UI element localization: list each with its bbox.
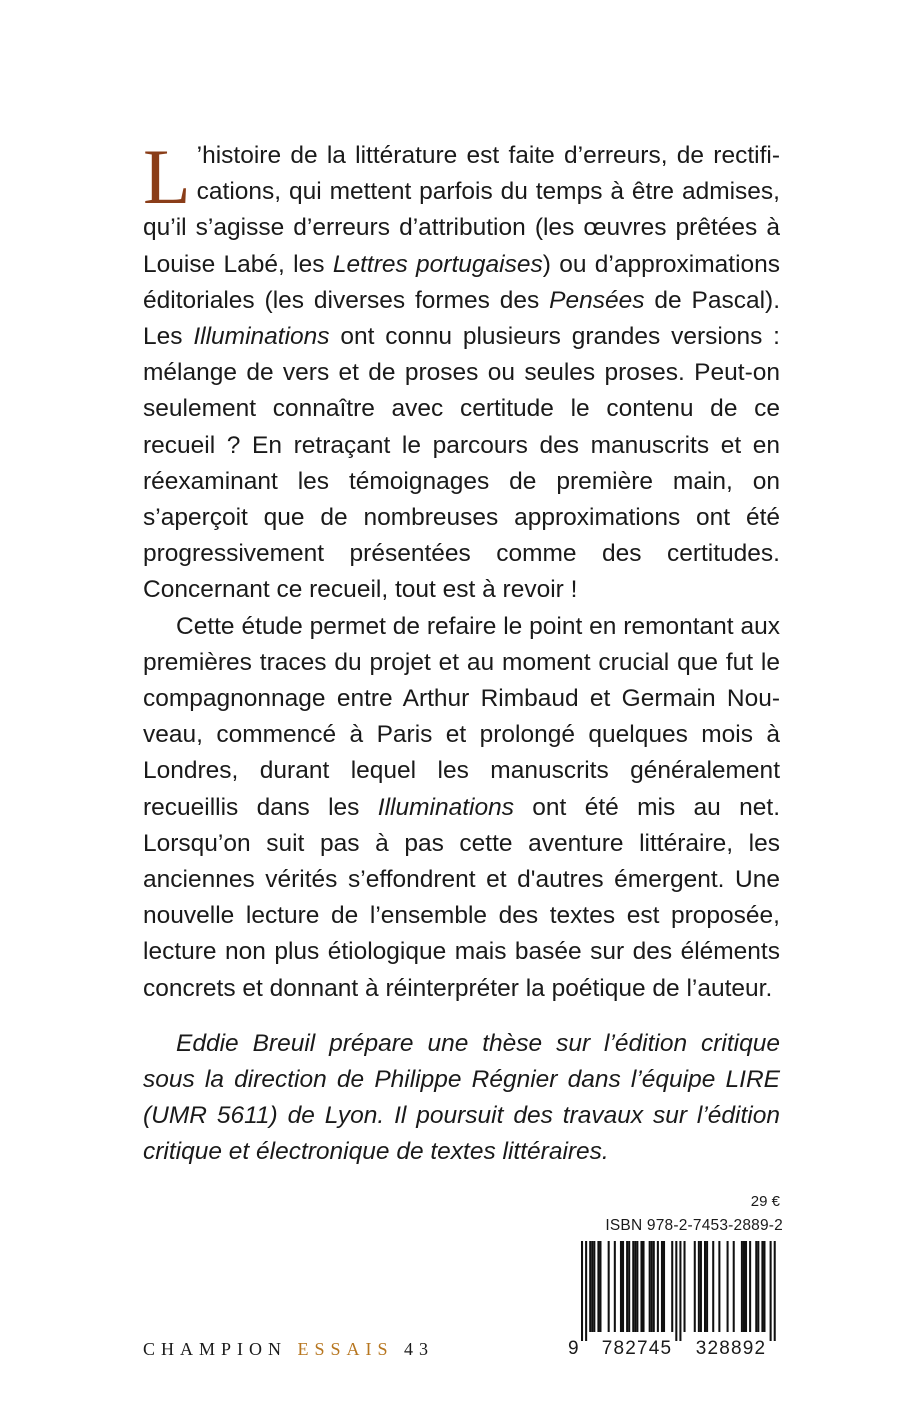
barcode-bar [608,1241,610,1332]
barcode-bar [591,1241,593,1332]
back-cover-summary [143,133,781,1007]
text-run: ) ou d’approximations éditoriales (les diverses formes des [143,250,781,314]
barcode-bar [745,1241,747,1332]
barcode-bar [628,1241,630,1332]
barcode-bar [671,1241,673,1332]
barcode-bar [663,1241,665,1332]
barcode-bar [743,1241,745,1332]
series-imprint [143,1339,434,1360]
barcode-right-group: 328892 [695,1338,767,1359]
text-run: ont connu plusieurs grandes versions : mélange de vers et de proses ou seules proses. Peut-on seulement connaître avec certitude le contenu de ce recueil ? En retraçant le parcours des manuscrits et en réexaminant les témoignages de première main, on s’aperçoit que de nombreuses approximations ont été progressivement présentées comme des certitudes. Concernant ce recueil, tout est à revoir ! [143,323,780,604]
barcode-bar [632,1241,634,1332]
barcode-bar [694,1241,696,1332]
barcode-bar [741,1241,743,1332]
barcode-bar [653,1241,655,1332]
barcode-bar [698,1241,700,1332]
series-number: 43 [404,1339,435,1359]
barcode-bar [634,1241,636,1332]
barcode-bar [718,1241,720,1332]
isbn-label: ISBN 978-2-7453-2889-2 [605,1217,783,1234]
barcode-bar [757,1241,759,1332]
barcode-bar [733,1241,735,1332]
italic-title: Pensées [549,286,645,314]
price: 29 € [750,1193,780,1210]
italic-title: Lettres portugaises [332,250,543,278]
barcode-bar [651,1241,653,1332]
barcode-bar [626,1241,628,1332]
barcode-bar [585,1241,587,1341]
barcode-bar [727,1241,729,1332]
barcode-bar [679,1241,681,1341]
barcode-bar [763,1241,765,1332]
barcode-bar [712,1241,714,1332]
drop-cap: L [143,133,191,220]
publisher-name: CHAMPION [143,1339,288,1359]
barcode-left-group: 782745 [601,1338,673,1359]
barcode-bar [649,1241,651,1332]
text-run: Cette étude permet de refaire le point en remontant aux premières traces du projet et au moment crucial que fut le compagnonnage entre Arthur Rimbaud et Germain Nouveau, commencé à Paris et prolongé quelques mois à Londres, durant lequel les manuscrits généralement recueillis dans les [143,612,780,821]
barcode-bar [599,1241,601,1332]
barcode-bar [704,1241,706,1332]
barcode-bar [589,1241,591,1332]
barcode-bar [761,1241,763,1332]
summary-paragraph-1 [143,133,781,609]
barcode-digits [568,1338,784,1362]
text-run: ’histoire de la littérature est faite d’erreurs, de rectifications, qui mettent parfois du temps à être admises, qu’il s’agisse d’erreurs d’attribution (les œuvres prêtées à Louise Labé, les [143,142,780,278]
barcode-bar [640,1241,642,1332]
barcode-bar [597,1241,599,1332]
barcode-bar [581,1241,583,1341]
barcode-bar [622,1241,624,1332]
barcode-first-digit: 9 [568,1338,580,1359]
barcode-bar [774,1241,776,1341]
barcode-bar [620,1241,622,1332]
collection-name: ESSAIS [297,1339,394,1359]
summary-paragraph-2 [143,609,780,1007]
author-bio: Eddie Breuil prépare une thèse sur l’édition critique sous la direction de Philippe Régnier dans l’équipe LIRE (UMR 5611) de Lyon. Il poursuit des travaux sur l’édition critique et électronique de textes littéraires. [143,1030,780,1165]
barcode-bar [749,1241,751,1332]
barcode-bar [684,1241,686,1332]
barcode-bar [755,1241,757,1332]
barcode-bar [657,1241,659,1332]
barcode-bar [643,1241,645,1332]
italic-title: Illuminations [377,793,514,821]
barcode-bar [593,1241,595,1332]
barcode-bar [614,1241,616,1332]
barcode-bar [706,1241,708,1332]
barcode-bar [636,1241,638,1332]
isbn-barcode [569,1241,783,1341]
barcode-bar [770,1241,772,1341]
text-run: de Pascal). Les [143,286,781,351]
barcode-bar [675,1241,677,1341]
italic-title: Illuminations [193,323,330,351]
text-run: ont été mis au net. Lorsqu’on suit pas à pas cette aventure littéraire, les anciennes vérités s’effondrent et d'autres émergent. Une nouvelle lecture de l’ensemble des textes est proposée, lecture non plus étiologique mais basée sur des éléments concrets et donnant à réinterpréter la poétique de l’auteur. [143,793,780,1002]
barcode-bar [700,1241,702,1332]
barcode-bar [661,1241,663,1332]
